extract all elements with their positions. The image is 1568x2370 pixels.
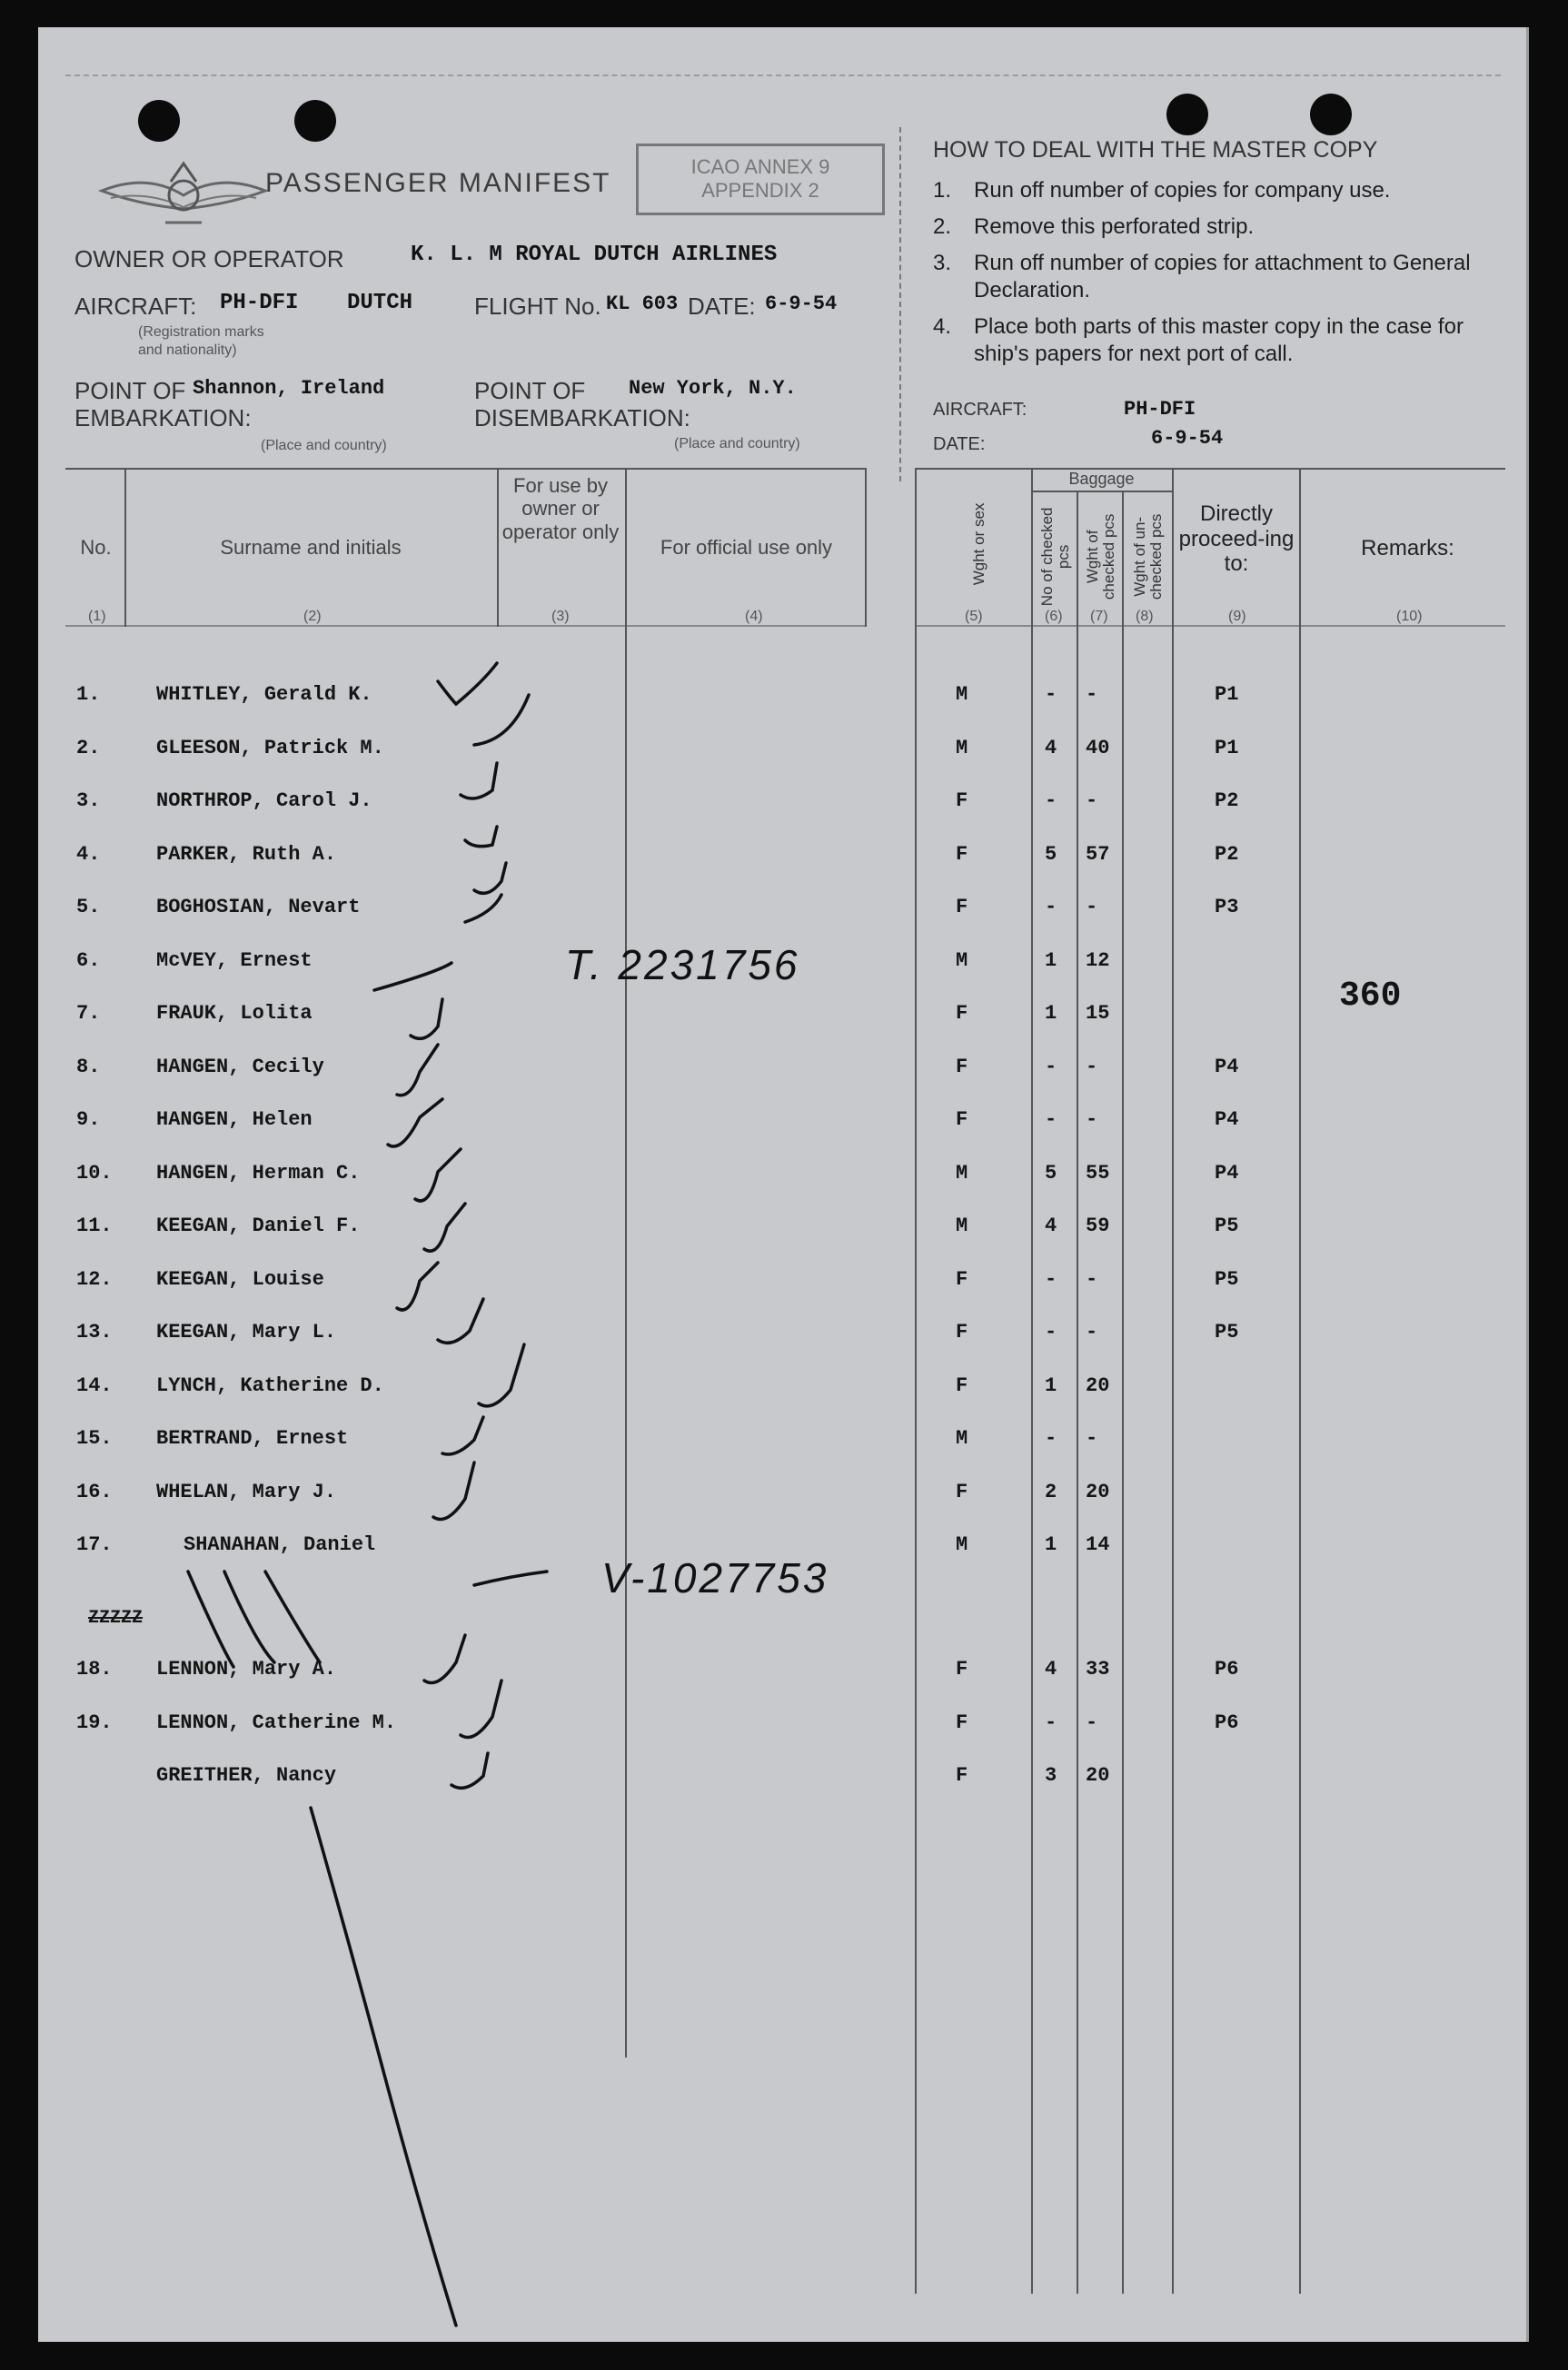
pen-stroke	[474, 1572, 547, 1585]
passenger-name: PARKER, Ruth A.	[156, 842, 337, 866]
disembarkation-sublabel: (Place and country)	[674, 436, 800, 451]
check-mark	[397, 1045, 438, 1096]
row-number: 2.	[76, 736, 101, 759]
col-header-sex: Wght or sex	[970, 502, 988, 586]
checked-wght-value: 59	[1086, 1215, 1110, 1237]
checked-wght-value: -	[1086, 1055, 1098, 1078]
flight-value: KL 603	[606, 293, 679, 315]
sex-value: M	[956, 736, 968, 759]
sex-value: F	[956, 1267, 968, 1291]
checked-wght-value: -	[1086, 1711, 1098, 1734]
passenger-name: BOGHOSIAN, Nevart	[156, 896, 361, 918]
flight-label: FLIGHT No.	[474, 293, 601, 320]
instruction-num: 3.	[933, 251, 952, 275]
sex-value: M	[956, 1427, 968, 1450]
checked-wght-value: 12	[1086, 948, 1110, 972]
handwritten-note-1: T. 2231756	[565, 941, 800, 988]
destination-value: P2	[1215, 842, 1239, 866]
checked-wght-value: -	[1086, 1267, 1098, 1291]
aircraft-sublabel-1: (Registration marks	[138, 324, 264, 340]
passenger-name: SHANAHAN, Daniel	[184, 1533, 376, 1556]
checked-wght-value: 20	[1086, 1764, 1110, 1787]
col-header-checked-wght: Wght of checked pcs	[1084, 513, 1117, 600]
check-mark	[442, 1417, 483, 1454]
row-number: 18.	[76, 1658, 113, 1681]
col-num: (5)	[965, 609, 983, 624]
checked-pcs-value: -	[1045, 1711, 1057, 1734]
col-header-no: No.	[80, 536, 112, 559]
checked-pcs-value: -	[1045, 1055, 1057, 1078]
aircraft-label: AIRCRAFT:	[74, 293, 197, 320]
date-value: 6-9-54	[765, 293, 838, 315]
col-header-surname: Surname and initials	[220, 536, 402, 559]
checked-wght-value: 20	[1086, 1373, 1110, 1397]
checked-pcs-value: -	[1045, 1267, 1057, 1291]
checked-pcs-value: 4	[1045, 1215, 1057, 1237]
aircraft-nationality: DUTCH	[347, 291, 413, 315]
long-pen-stroke	[311, 1808, 456, 2325]
checked-pcs-value: -	[1045, 1427, 1057, 1450]
checked-pcs-value: 1	[1045, 1373, 1057, 1397]
col-header-checked-pcs: No of checked pcs	[1038, 507, 1072, 607]
row-number: 4.	[76, 842, 101, 866]
checked-pcs-value: -	[1045, 1108, 1057, 1131]
row-number: 19.	[76, 1711, 113, 1734]
stamp-line-1: ICAO ANNEX 9	[690, 155, 830, 178]
col-num: (2)	[303, 609, 322, 624]
sex-value: F	[956, 1658, 968, 1681]
row-number: 9.	[76, 1108, 101, 1131]
embarkation-label-2: EMBARKATION:	[74, 404, 252, 431]
disembarkation-label-1: POINT OF	[474, 377, 586, 404]
destination-value: P4	[1215, 1108, 1239, 1131]
check-mark	[411, 999, 442, 1038]
check-mark	[438, 1299, 483, 1343]
instructions-title: HOW TO DEAL WITH THE MASTER COPY	[933, 137, 1378, 163]
instruction-text: Place both parts of this master copy in the case for ship's papers for next port of call.	[974, 314, 1464, 366]
col-header-unchecked-wght: Wght of un-checked pcs	[1131, 513, 1165, 600]
col-header-proceeding: Directly proceed-ing to:	[1178, 501, 1295, 577]
checked-pcs-value: -	[1045, 896, 1057, 918]
destination-value: P3	[1215, 896, 1239, 918]
col-num: (9)	[1228, 609, 1246, 624]
checked-wght-value: 14	[1086, 1533, 1110, 1556]
row-number: 8.	[76, 1055, 101, 1078]
sex-value: F	[956, 1764, 968, 1787]
owner-value: K. L. M ROYAL DUTCH AIRLINES	[411, 243, 778, 267]
passenger-name: HANGEN, Cecily	[156, 1055, 324, 1078]
destination-value: P5	[1215, 1267, 1239, 1291]
checked-wght-value: -	[1086, 1321, 1098, 1344]
owner-label: OWNER OR OPERATOR	[74, 245, 344, 273]
passenger-name: GREITHER, Nancy	[156, 1764, 337, 1787]
check-mark	[461, 1681, 501, 1738]
checked-wght-value: 15	[1086, 1002, 1110, 1025]
instruction-num: 2.	[933, 214, 952, 239]
sex-value: F	[956, 1321, 968, 1344]
check-mark	[452, 1753, 488, 1788]
remark-360: 360	[1339, 977, 1402, 1016]
checked-wght-value: -	[1086, 1108, 1098, 1131]
checked-wght-value: 55	[1086, 1161, 1110, 1185]
sex-value: M	[956, 683, 968, 706]
destination-value: P6	[1215, 1658, 1239, 1681]
row-number: 5.	[76, 896, 101, 918]
checked-pcs-value: -	[1045, 683, 1057, 706]
check-mark	[438, 663, 497, 704]
checked-pcs-value: 2	[1045, 1480, 1057, 1503]
passenger-name: HANGEN, Helen	[156, 1108, 313, 1131]
row-number: 6.	[76, 948, 101, 972]
checked-pcs-value: 1	[1045, 1002, 1057, 1025]
col-num: (6)	[1045, 609, 1063, 624]
sex-value: F	[956, 1002, 968, 1025]
destination-value: P4	[1215, 1055, 1239, 1078]
passenger-name: BERTRAND, Ernest	[156, 1427, 349, 1450]
instr-aircraft-value: PH-DFI	[1124, 398, 1196, 421]
checked-pcs-value: 4	[1045, 736, 1057, 759]
checked-pcs-value: 3	[1045, 1764, 1057, 1787]
checked-wght-value: -	[1086, 896, 1098, 918]
instruction-num: 1.	[933, 178, 952, 203]
check-mark	[415, 1149, 461, 1201]
col-header-official: For official use only	[660, 536, 833, 559]
check-mark	[388, 1099, 442, 1146]
sex-value: M	[956, 1215, 968, 1237]
check-mark	[461, 763, 497, 798]
check-mark	[424, 1204, 465, 1251]
checked-wght-value: -	[1086, 1427, 1098, 1450]
col-num: (10)	[1396, 609, 1423, 624]
checked-wght-value: -	[1086, 789, 1098, 812]
row-number: 7.	[76, 1002, 101, 1025]
destination-value: P5	[1215, 1215, 1239, 1237]
checked-wght-value: 57	[1086, 842, 1110, 866]
embarkation-sublabel: (Place and country)	[261, 438, 387, 453]
row-number: 11.	[76, 1215, 113, 1237]
sex-value: F	[956, 896, 968, 918]
check-mark	[424, 1635, 465, 1683]
checked-pcs-value: 5	[1045, 842, 1057, 866]
checked-pcs-value: 5	[1045, 1161, 1057, 1185]
sex-value: F	[956, 1373, 968, 1397]
check-mark	[374, 963, 452, 990]
checked-wght-value: -	[1086, 683, 1098, 706]
bracket-stroke	[188, 1572, 233, 1667]
date-label: DATE:	[688, 293, 756, 320]
disembarkation-value: New York, N.Y.	[629, 377, 797, 400]
embarkation-value: Shannon, Ireland	[193, 377, 385, 400]
destination-value: P1	[1215, 683, 1239, 706]
row-number: 10.	[76, 1161, 113, 1185]
passenger-name: LENNON, Catherine M.	[156, 1711, 397, 1734]
checked-wght-value: 33	[1086, 1658, 1110, 1681]
col-header-remarks: Remarks:	[1361, 536, 1454, 560]
sex-value: F	[956, 1108, 968, 1131]
aircraft-sublabel-2: and nationality)	[138, 342, 237, 358]
stamp-line-2: APPENDIX 2	[701, 179, 819, 203]
aircraft-registration: PH-DFI	[220, 291, 299, 315]
checked-pcs-value: 4	[1045, 1658, 1057, 1681]
bracket-stroke	[265, 1572, 320, 1662]
check-mark	[465, 895, 501, 922]
instr-date-value: 6-9-54	[1151, 427, 1224, 450]
col-num: (1)	[88, 609, 106, 624]
row-number: 17.	[76, 1533, 113, 1556]
handwritten-check-marks	[38, 27, 1526, 2342]
check-mark	[474, 863, 506, 893]
destination-value: P6	[1215, 1711, 1239, 1734]
row-number: 16.	[76, 1480, 113, 1503]
col-header-baggage: Baggage	[1068, 470, 1135, 488]
checked-pcs-value: 1	[1045, 948, 1057, 972]
bracket-stroke	[224, 1572, 274, 1662]
sex-value: M	[956, 1533, 968, 1556]
row-number: 13.	[76, 1321, 113, 1344]
row-number: 14.	[76, 1373, 113, 1397]
passenger-name: McVEY, Ernest	[156, 948, 313, 972]
instruction-text: Remove this perforated strip.	[974, 214, 1255, 239]
instruction-num: 4.	[933, 314, 952, 339]
checked-pcs-value: -	[1045, 789, 1057, 812]
sex-value: F	[956, 1055, 968, 1078]
col-num: (7)	[1090, 609, 1108, 624]
row-number: 15.	[76, 1427, 113, 1450]
destination-value: P2	[1215, 789, 1239, 812]
passenger-name: KEEGAN, Daniel F.	[156, 1215, 361, 1237]
sex-value: F	[956, 789, 968, 812]
row-number: 12.	[76, 1267, 113, 1291]
passenger-name: KEEGAN, Louise	[156, 1267, 324, 1291]
sex-value: M	[956, 1161, 968, 1185]
checked-wght-value: 40	[1086, 736, 1110, 759]
destination-value: P1	[1215, 736, 1239, 759]
checked-pcs-value: 1	[1045, 1533, 1057, 1556]
instruction-text: Run off number of copies for attachment to General Declaration.	[974, 251, 1471, 302]
form-title: PASSENGER MANIFEST	[265, 168, 611, 198]
passenger-name: LENNON, Mary A.	[156, 1658, 337, 1681]
col-num: (4)	[745, 609, 763, 624]
passenger-name: FRAUK, Lolita	[156, 1002, 313, 1025]
col-num: (8)	[1136, 609, 1154, 624]
passenger-name: LYNCH, Katherine D.	[156, 1373, 384, 1397]
checked-pcs-value: -	[1045, 1321, 1057, 1344]
embarkation-label-1: POINT OF	[74, 377, 186, 404]
destination-value: P4	[1215, 1161, 1239, 1185]
row-number: 1.	[76, 683, 101, 706]
struck-text: ZZZZZ	[88, 1608, 144, 1629]
instr-date-label: DATE:	[933, 434, 986, 454]
check-mark	[474, 695, 529, 745]
check-mark	[433, 1463, 474, 1520]
handwritten-note-2: V-1027753	[601, 1554, 829, 1601]
passenger-name: GLEESON, Patrick M.	[156, 736, 384, 759]
col-header-operator: For use by owner or operator only	[501, 474, 620, 543]
row-number: 3.	[76, 789, 101, 812]
passenger-name: WHITLEY, Gerald K.	[156, 683, 372, 706]
check-mark	[465, 827, 497, 847]
passenger-name: WHELAN, Mary J.	[156, 1480, 337, 1503]
passenger-name: HANGEN, Herman C.	[156, 1161, 361, 1185]
sex-value: F	[956, 1480, 968, 1503]
sex-value: F	[956, 842, 968, 866]
passenger-name: KEEGAN, Mary L.	[156, 1321, 337, 1344]
sex-value: F	[956, 1711, 968, 1734]
disembarkation-label-2: DISEMBARKATION:	[474, 404, 690, 431]
instr-aircraft-label: AIRCRAFT:	[933, 400, 1027, 420]
col-num: (3)	[551, 609, 570, 624]
passenger-name: NORTHROP, Carol J.	[156, 789, 372, 812]
check-mark	[479, 1344, 524, 1406]
instruction-text: Run off number of copies for company use.	[974, 178, 1391, 203]
manifest-sheet	[38, 27, 1529, 2342]
check-mark	[397, 1263, 438, 1310]
sex-value: M	[956, 948, 968, 972]
checked-wght-value: 20	[1086, 1480, 1110, 1503]
destination-value: P5	[1215, 1321, 1239, 1344]
